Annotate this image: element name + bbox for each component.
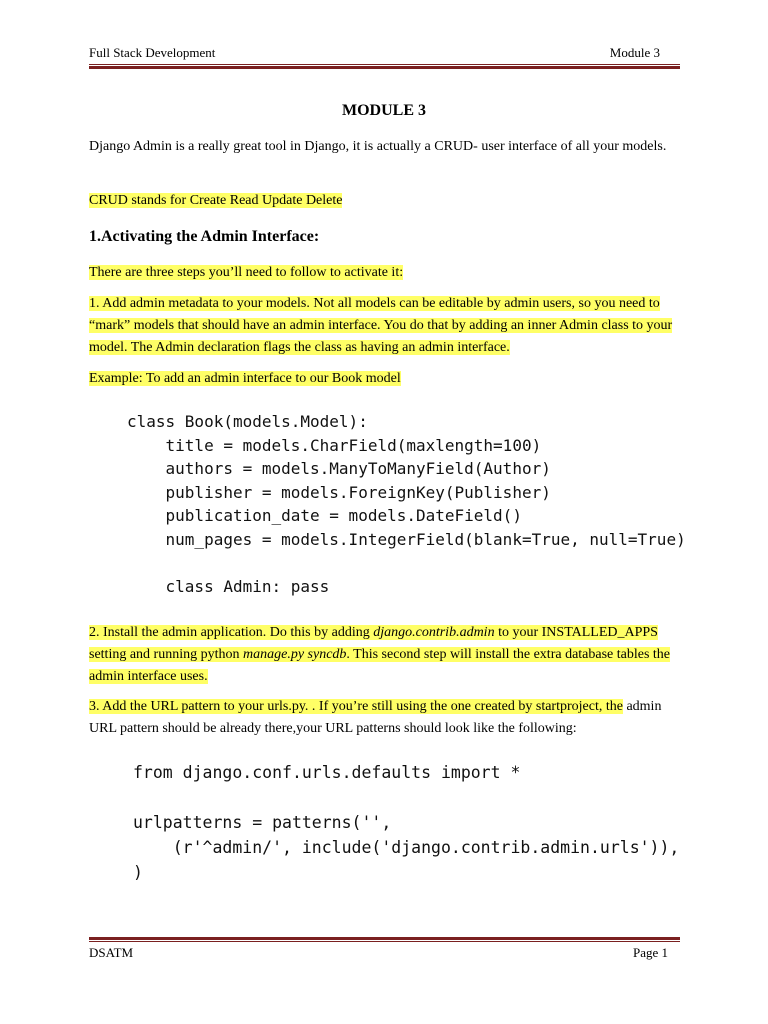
step2-italic-admin: django.contrib.admin	[373, 625, 495, 640]
header-right: Module 3	[609, 45, 660, 60]
header-rule-thick	[89, 66, 680, 69]
step3-rest-text: admin URL pattern should be already there,your URL patterns should look like the following:	[89, 699, 662, 736]
crud-text: CRUD stands for Create Read Update Delete	[89, 193, 343, 208]
crud-paragraph	[89, 190, 681, 212]
step2-paragraph	[89, 622, 681, 688]
intro-paragraph: Django Admin is a really great tool in Django, it is actually a CRUD- user interface of all your models.	[89, 139, 667, 154]
footer-rule-thick	[89, 937, 680, 940]
section-heading: 1.Activating the Admin Interface:	[89, 228, 320, 245]
code-block-book-model: class Book(models.Model): title = models.CharField(maxlength=100) authors = models.ManyToManyField(Author) publisher = models.ForeignKey(Publisher) publication_date = models.DateField() num_pages = models.IntegerField(blank=True, null=True) class Admin: pass	[127, 412, 686, 596]
step3-highlight-text: 3. Add the URL pattern to your urls.py. . If you’re still using the one created by startproject, the	[89, 699, 623, 714]
code-block-urlpatterns: from django.conf.urls.defaults import * urlpatterns = patterns('', (r'^admin/', include('django.contrib.admin.urls')), )	[133, 763, 680, 882]
footer-page-number: Page 1	[632, 945, 668, 960]
header-left: Full Stack Development	[89, 45, 216, 60]
example-text: Example: To add an admin interface to our Book model	[89, 371, 401, 386]
footer-rule-thin	[89, 941, 680, 942]
steps-intro-paragraph	[89, 262, 681, 284]
page-title: MODULE 3	[342, 102, 426, 119]
step3-paragraph	[89, 696, 681, 740]
step2-text: 2. Install the admin application. Do this by adding django.contrib.admin to your INSTALLED_APPS setting and running python manage.py syncdb. This second step will install the extra database tables the admin interface uses.	[89, 625, 671, 684]
steps-intro-text: There are three steps you’ll need to follow to activate it:	[89, 265, 404, 280]
footer-left: DSATM	[89, 945, 134, 960]
example-paragraph	[89, 368, 681, 390]
step1-text: 1. Add admin metadata to your models. Not all models can be editable by admin users, so you need to “mark” models that should have an admin interface. You do that by adding an inner Admin class to your model. The Admin declaration flags the class as having an admin interface.	[89, 296, 673, 355]
step2-italic-syncdb: manage.py syncdb	[243, 647, 347, 662]
header-rule-thin	[89, 64, 680, 65]
step1-paragraph	[89, 293, 681, 359]
